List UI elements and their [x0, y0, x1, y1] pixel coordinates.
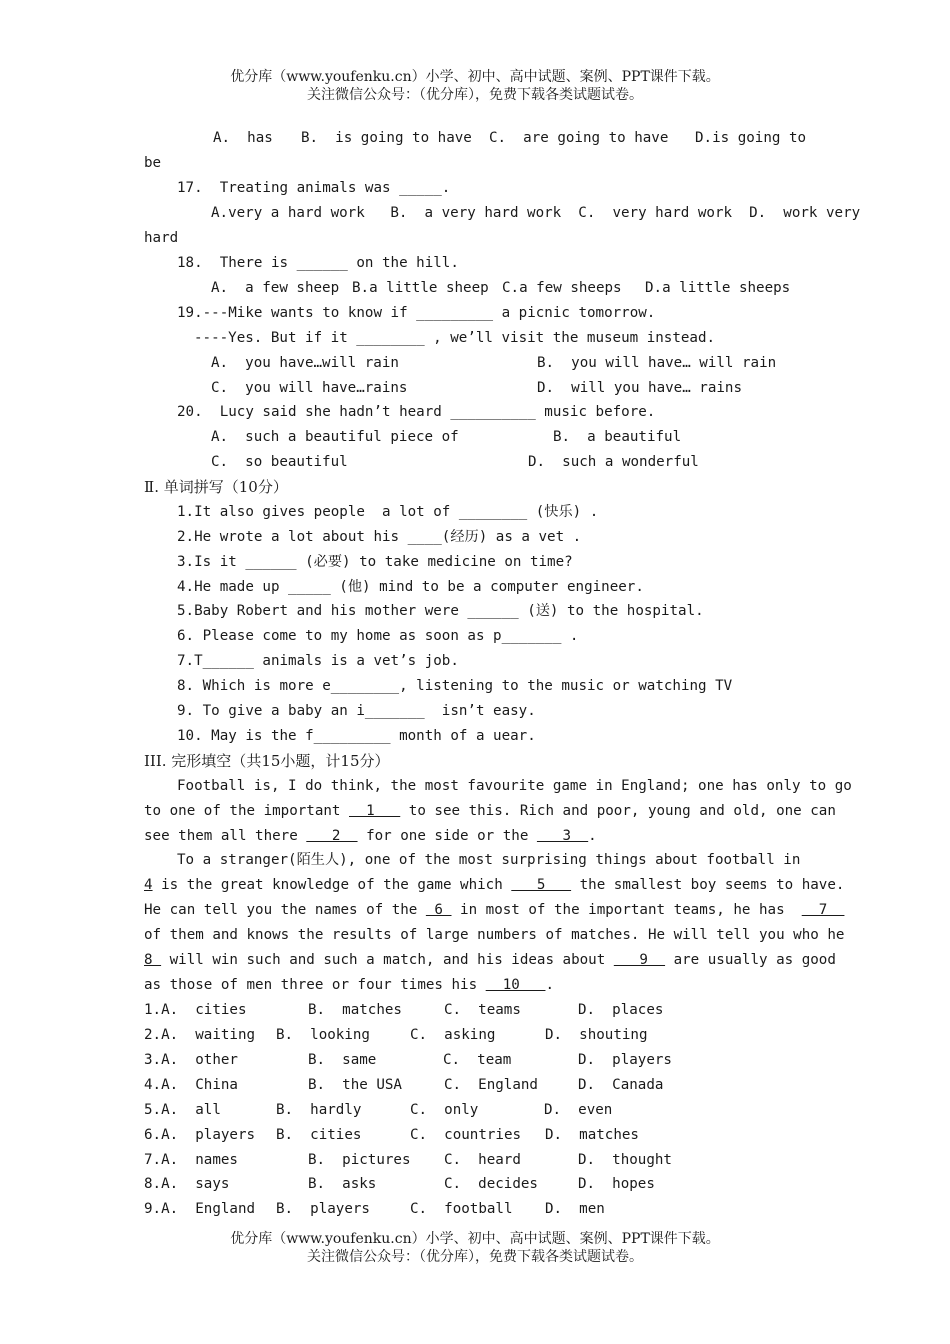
cloze-option: 6.A. players	[144, 1127, 256, 1143]
cloze-option: B. cities	[276, 1127, 362, 1143]
cloze-option: B. pictures	[308, 1152, 411, 1168]
cloze-option: C. decides	[444, 1176, 538, 1192]
spelling-item: 8. Which is more e________, listening to the music or watching TV	[177, 678, 733, 694]
page-footer-line-2: 关注微信公众号：（优分库），免费下载各类试题试卷。	[307, 1249, 643, 1265]
q19-option-c: C. you will have…rains	[211, 380, 408, 396]
section-2-title: Ⅱ. 单词拼写（10分）	[144, 478, 288, 496]
cloze-option: B. players	[276, 1201, 370, 1217]
passage-text: to one of the important	[144, 803, 349, 819]
q19-option-a: A. you have…will rain	[211, 355, 399, 371]
cloze-option: B. looking	[276, 1027, 370, 1043]
q17-options: A.very a hard work B. a very hard work C. very hard work D. work very	[211, 205, 861, 221]
spelling-item: 6. Please come to my home as soon as p_______ .	[177, 628, 579, 644]
cloze-option: C. countries	[410, 1127, 522, 1143]
q16-option-d: D.is going to	[695, 130, 807, 146]
q16-option-b: B. is going to have	[301, 130, 472, 146]
q19-option-d: D. will you have… rains	[537, 380, 742, 396]
cloze-option: D. matches	[545, 1127, 639, 1143]
cloze-option: B. matches	[308, 1002, 402, 1018]
passage-line: To a stranger(陌生人), one of the most surprising things about football in	[177, 852, 801, 868]
q20-option-b: B. a beautiful	[553, 429, 682, 445]
blank-9: 9	[613, 952, 666, 968]
spelling-item: 4.He made up _____ (他) mind to be a computer engineer.	[177, 579, 644, 595]
passage-text: for one side or the	[357, 828, 537, 844]
cloze-option: 5.A. all	[144, 1102, 221, 1118]
q20-stem: 20. Lucy said she hadn’t heard __________ music before.	[177, 404, 656, 420]
cloze-option: C. England	[444, 1077, 538, 1093]
page-header-line-2: 关注微信公众号：（优分库），免费下载各类试题试卷。	[307, 87, 643, 103]
q19-option-b: B. you will have… will rain	[537, 355, 777, 371]
passage-text: is the great knowledge of the game which	[152, 877, 512, 893]
cloze-option: 7.A. names	[144, 1152, 238, 1168]
passage-text: .	[588, 828, 597, 844]
cloze-option: D. men	[545, 1201, 605, 1217]
q20-option-c: C. so beautiful	[211, 454, 348, 470]
cloze-option: C. team	[443, 1052, 512, 1068]
passage-text: in most of the important teams, he has	[451, 902, 802, 918]
q16-option-c: C. are going to have	[489, 130, 669, 146]
blank-6: 6	[425, 902, 452, 918]
spelling-item: 5.Baby Robert and his mother were ______ (送) to the hospital.	[177, 603, 704, 619]
spelling-item: 9. To give a baby an i_______ isn’t easy.	[177, 703, 536, 719]
cloze-option: 2.A. waiting	[144, 1027, 256, 1043]
passage-text: are usually as good	[665, 952, 836, 968]
cloze-option: D. hopes	[578, 1176, 655, 1192]
cloze-option: D. even	[544, 1102, 613, 1118]
q20-option-a: A. such a beautiful piece of	[211, 429, 459, 445]
passage-line	[144, 801, 836, 821]
cloze-option: 3.A. other	[144, 1052, 238, 1068]
q17-stem: 17. Treating animals was _____.	[177, 180, 451, 196]
passage-text: the smallest boy seems to have.	[571, 877, 845, 893]
spelling-item: 2.He wrote a lot about his ____(经历) as a vet .	[177, 529, 582, 545]
blank-10: 10	[485, 977, 546, 993]
q17-options-wrap: hard	[144, 230, 179, 246]
cloze-option: 4.A. China	[144, 1077, 238, 1093]
cloze-option: C. teams	[444, 1002, 521, 1018]
cloze-option: D. Canada	[578, 1077, 664, 1093]
passage-text: see them all there	[144, 828, 307, 844]
cloze-option: 8.A. says	[144, 1176, 230, 1192]
q16-option-wrap: be	[144, 155, 162, 171]
passage-line	[144, 826, 597, 846]
cloze-option: C. heard	[444, 1152, 521, 1168]
cloze-option: B. the USA	[308, 1077, 402, 1093]
passage-line: of them and knows the results of large numbers of matches. He will tell you who he	[144, 927, 845, 943]
blank-4: 4	[144, 877, 153, 893]
cloze-option: C. only	[410, 1102, 479, 1118]
cloze-option: 1.A. cities	[144, 1002, 247, 1018]
cloze-option: B. hardly	[276, 1102, 362, 1118]
q19-reply: ----Yes. But if it ________ , we’ll visit the museum instead.	[194, 330, 716, 346]
cloze-option: D. places	[578, 1002, 664, 1018]
passage-line	[144, 950, 836, 970]
passage-line	[144, 975, 554, 995]
blank-2: 2	[306, 828, 358, 844]
passage-line: Football is, I do think, the most favourite game in England; one has only to go	[177, 778, 852, 794]
page-header-line-1: 优分库（www.youfenku.cn）小学、初中、高中试题、案例、PPT课件下载。	[230, 69, 720, 85]
q18-option-a: A. a few sheep	[211, 280, 340, 296]
cloze-option: B. asks	[308, 1176, 377, 1192]
blank-7: 7	[801, 902, 845, 918]
q18-option-c: C.a few sheeps	[502, 280, 622, 296]
passage-line	[144, 875, 844, 895]
q16-option-a: A. has	[213, 130, 273, 146]
passage-text: .	[545, 977, 555, 993]
passage-line	[144, 900, 844, 920]
blank-1: 1	[349, 803, 401, 819]
blank-3: 3	[536, 828, 589, 844]
q18-option-d: D.a little sheeps	[645, 280, 791, 296]
q20-option-d: D. such a wonderful	[528, 454, 699, 470]
cloze-option: D. shouting	[545, 1027, 648, 1043]
blank-5: 5	[511, 877, 572, 893]
cloze-option: D. thought	[578, 1152, 672, 1168]
page-footer-line-1: 优分库（www.youfenku.cn）小学、初中、高中试题、案例、PPT课件下载。	[230, 1231, 720, 1247]
q19-stem: 19.---Mike wants to know if _________ a picnic tomorrow.	[177, 305, 656, 321]
q18-stem: 18. There is ______ on the hill.	[177, 255, 459, 271]
spelling-item: 7.T______ animals is a vet’s job.	[177, 653, 459, 669]
cloze-option: C. asking	[410, 1027, 496, 1043]
spelling-item: 10. May is the f_________ month of a uear.	[177, 728, 536, 744]
cloze-option: B. same	[308, 1052, 377, 1068]
section-3-title: III. 完形填空（共15小题，计15分）	[144, 752, 390, 770]
q18-option-b: B.a little sheep	[352, 280, 489, 296]
cloze-option: D. players	[578, 1052, 672, 1068]
cloze-option: C. football	[410, 1201, 513, 1217]
passage-text: as those of men three or four times his	[144, 977, 486, 993]
passage-text: to see this. Rich and poor, young and old, one can	[400, 803, 836, 819]
passage-text: will win such and such a match, and his ideas about	[161, 952, 614, 968]
blank-8: 8	[144, 952, 162, 968]
spelling-item: 3.Is it ______ (必要) to take medicine on time?	[177, 554, 573, 570]
passage-text: He can tell you the names of the	[144, 902, 426, 918]
spelling-item: 1.It also gives people a lot of ________ (快乐) .	[177, 504, 599, 520]
cloze-option: 9.A. England	[144, 1201, 256, 1217]
